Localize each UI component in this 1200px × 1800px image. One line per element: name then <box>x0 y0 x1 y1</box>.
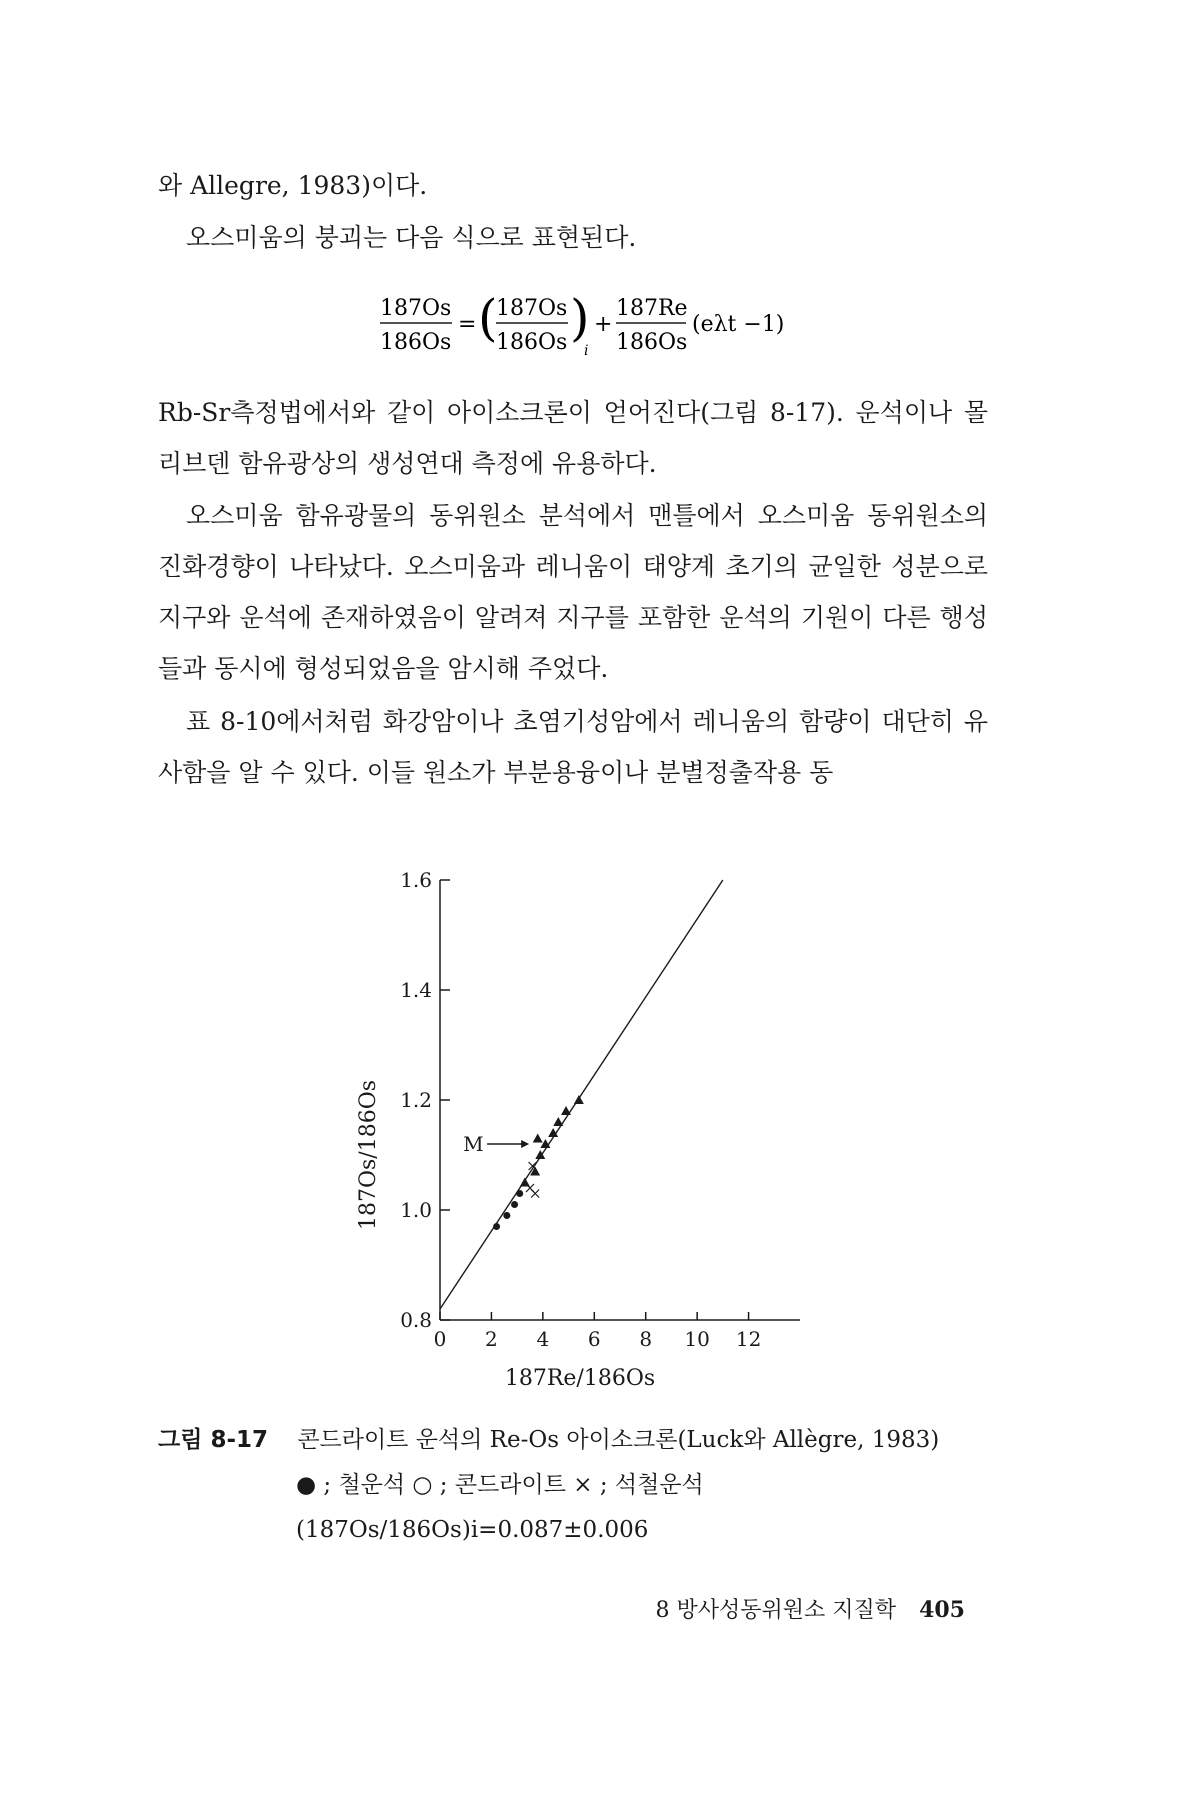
page-number: 405 <box>919 1597 965 1623</box>
x-tick-label: 10 <box>684 1327 710 1351</box>
iron-meteorite-point <box>503 1212 510 1219</box>
figure-legend: ● ; 철운석 ○ ; 콘드라이트 × ; 석철운석 <box>296 1472 704 1498</box>
initial-ratio: (187Os/186Os)i=0.087±0.006 <box>296 1517 649 1543</box>
decay-equation <box>380 285 800 365</box>
paragraph-3: Rb-Sr측정법에서와 같이 아이소크론이 얻어진다(그림 8-17). 운석이나 몰리브덴 함유광상의 생성연대 측정에 유용하다. <box>158 398 988 478</box>
y-tick-label: 1.4 <box>400 978 432 1002</box>
page-footer <box>640 1593 965 1624</box>
isochron-chart <box>340 850 820 1390</box>
eq-rhs-den: 186Os <box>616 330 688 355</box>
iron-meteorite-point <box>516 1190 523 1197</box>
figure-title: 콘드라이트 운석의 Re-Os 아이소크론(Luck와 Allègre, 1983) <box>297 1427 940 1453</box>
svg-text:): ) <box>570 289 590 347</box>
chondrite-point <box>520 1178 530 1187</box>
eq-rhs-num: 187Re <box>616 296 688 321</box>
isochron-line <box>440 880 723 1309</box>
x-tick-label: 8 <box>639 1327 653 1351</box>
figure-number: 그림 8-17 <box>158 1427 268 1453</box>
svg-text:=: = <box>458 312 477 337</box>
eq-paren-den: 186Os <box>496 330 568 355</box>
eq-paren-num: 187Os <box>496 296 568 321</box>
x-tick-label: 0 <box>433 1327 447 1351</box>
x-tick-label: 6 <box>587 1327 601 1351</box>
x-tick-label: 12 <box>735 1327 762 1351</box>
svg-text:+: + <box>594 312 613 337</box>
chondrite-point <box>553 1117 563 1126</box>
eq-lhs-den: 186Os <box>380 330 452 355</box>
chondrite-point <box>533 1134 543 1143</box>
chapter-title: 8 방사성동위원소 지질학 <box>655 1598 897 1623</box>
iron-meteorite-point <box>493 1223 500 1230</box>
iron-meteorite-point <box>511 1201 518 1208</box>
paragraph-4: 오스미움 함유광물의 동위원소 분석에서 맨틀에서 오스미움 동위원소의 진화경향이 나타났다. 오스미움과 레니움이 태양계 초기의 균일한 성분으로 지구와 운석에 존재하였음이 알려져 지구를 포함한 운석의 기원이 다른 행성들과 동시에 형성되었음을 암시해 주었다. <box>158 501 988 683</box>
figure-caption <box>158 1418 940 1543</box>
stony-iron-point <box>531 1190 539 1198</box>
x-axis-label: 187Re/186Os <box>504 1366 656 1390</box>
y-tick-label: 1.2 <box>400 1088 432 1112</box>
y-tick-label: 0.8 <box>400 1308 432 1332</box>
x-tick-label: 4 <box>536 1327 550 1351</box>
eq-lhs-num: 187Os <box>380 296 452 321</box>
eq-exp-term: (eλt −1) <box>692 312 785 337</box>
paragraph-5: 표 8-10에서처럼 화강암이나 초염기성암에서 레니움의 함량이 대단히 유사함을 알 수 있다. 이들 원소가 부분용융이나 분별정출작용 동 <box>158 707 988 787</box>
eq-paren-sub: i <box>584 343 589 359</box>
paragraph-2: 오스미움의 붕괴는 다음 식으로 표현된다. <box>186 223 637 252</box>
svg-text:(: ( <box>478 289 498 347</box>
chondrite-point <box>574 1095 584 1104</box>
x-tick-label: 2 <box>485 1327 498 1351</box>
paragraph-1: 와 Allegre, 1983)이다. <box>158 171 428 200</box>
y-tick-label: 1.6 <box>400 868 432 892</box>
chondrite-point <box>561 1106 571 1115</box>
y-axis-label: 187Os/186Os <box>356 1079 381 1231</box>
y-tick-label: 1.0 <box>400 1198 432 1222</box>
annotation-label: M <box>463 1132 484 1156</box>
annotation-arrowhead <box>521 1140 529 1148</box>
